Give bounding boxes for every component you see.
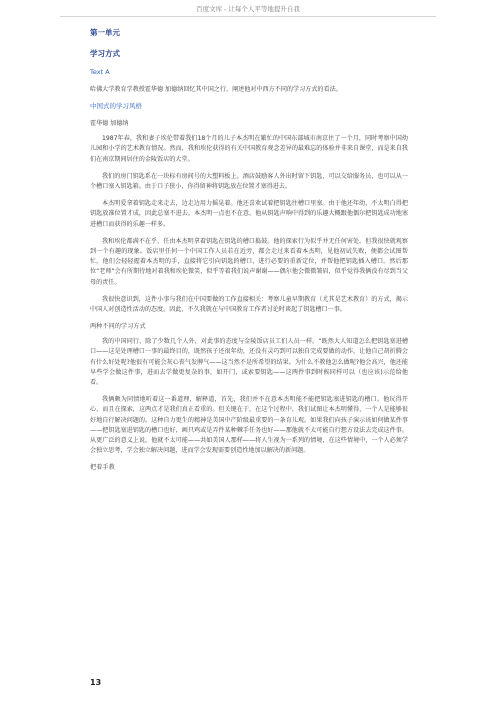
paragraph: 我和埃伦都满不在乎，任由本杰明拿着钥匙在钥匙的槽口捣鼓。他的探索行为似乎并无任何害处。但我很快就观察到一个有趣的现象。饭店里任何一个中国工作人员若在近旁，都会走过来看着本杰明，见他初试失败，便都会试图帮忙。他们会轻轻握着本杰明的手，直接将它引向钥匙的槽口，进行必要的重新定位，并帮他把钥匙插入槽口。然后那位“老师”会有所期待地对着我和埃伦微笑，似乎等着我们说声谢谢——偶尔他会微微皱眉，似乎觉得我俩没有尽到当父母的责任。 <box>90 237 408 286</box>
paragraph: 我很快意识到，这件小事与我们在中国要做的工作直接相关：考察儿童早期教育（尤其是艺术教育）的方式，揭示中国人对创造性活动的态度。因此，不久我就在与中国教育工作者讨论时谈起了钥匙槽口一事。 <box>90 295 408 314</box>
document-body <box>90 28 408 478</box>
subheading: 两种不同的学习方式 <box>90 323 146 331</box>
intro-paragraph: 哈佛大学教育学教授霍华德 加德纳回忆其中国之行，阐述他对中西方不同的学习方式的看法。 <box>90 86 342 93</box>
section-title: 学习方式 <box>90 49 120 58</box>
paragraph: 1987年春，我和妻子埃伦带着我们18个月的儿子本杰明在繁忙的中国东部城市南京住了一个月，同时考察中国幼儿园和小学的艺术教育情况。然而，我和埃伦获得的有关中国教育观念差异的最难忘的体验并非来自课堂，而是来自我们在南京期间居住的金陵饭店的大堂。 <box>90 135 408 163</box>
page-number: 13 <box>90 678 102 687</box>
paragraph: 我俩颇为同情地听着这一番道理，解释道，首先，我们并不在意本杰明能不能把钥匙塞进钥匙的槽口。他玩得开心，而且在探索，这两点才是我们真正看重的。但关键在于，在这个过程中，我们试图让本杰明懂得，一个人是能够很好地自行解决问题的。这种自力更生的精神是美国中产阶级最重要的一条育儿观。如果我们向孩子演示该如何做某件事——把钥匙塞进钥匙的槽口也好，画只鸡或是弄件某种棘手任务也好——那他就不太可能自行想方设法去完成这件事。从更广泛的意义上说，他就不太可能——共如美国人那样——将人生视为一系列的情境，在这些情境中，一个人必须学会独立思考，学会独立解决问题，进而学会发现需要创造性地加以解决的新问题。 <box>90 396 408 455</box>
page-header <box>0 0 496 19</box>
header-divider <box>60 16 436 17</box>
text-label: Text A <box>90 68 110 76</box>
article-title: 中国式的学习风格 <box>90 102 142 111</box>
unit-title: 第一单元 <box>90 28 120 37</box>
next-heading: 把着手教 <box>90 464 115 472</box>
header-title: 百度文库 - 让每个人平等地提升自我 <box>196 5 300 13</box>
paragraph: 我们的房门钥匙系在一块标有房间号的大塑料板上。酒店鼓励客人外出时留下钥匙，可以交给服务员，也可以从一个槽口塞入钥匙箱。由于口子狭小，你得留神将钥匙放在位置才塞得进去。 <box>90 172 408 191</box>
paragraph: 我的中国同行，除了少数几个人外，对此事的态度与金陵饭店员工们人员一样。“既然大人知道怎么把钥匙塞进槽口——这是处理槽口一事的最终目的，既然孩子还很年幼，还没有灵巧到可以独自完成要做的动作，让他自己胡折腾会有什么好处呢?他很有可能会灰心丧气发脾气——这当然不是所希望的结果。为什么不教他怎么做呢?他会高兴，他还能早些学会做这件事，进而去学做更复杂的事，如开门，或索要钥匙——这两件事到时候同样可以（也应该)示范给他看。 <box>90 338 408 387</box>
paragraph: 本杰明爱拿着钥匙走来走去，边走边用力摇晃着。他还喜欢试着把钥匙往槽口里塞。由于他还年幼，不太明白得把钥匙放准位置才成，因此总塞不进去。本杰明一点也不在意，他从钥匙声响中得到的乐趣大概跟他偶尔把钥匙成功地塞进槽口而获得的乐趣一样多。 <box>90 200 408 228</box>
article-author: 霍华德 加德纳 <box>90 120 129 128</box>
